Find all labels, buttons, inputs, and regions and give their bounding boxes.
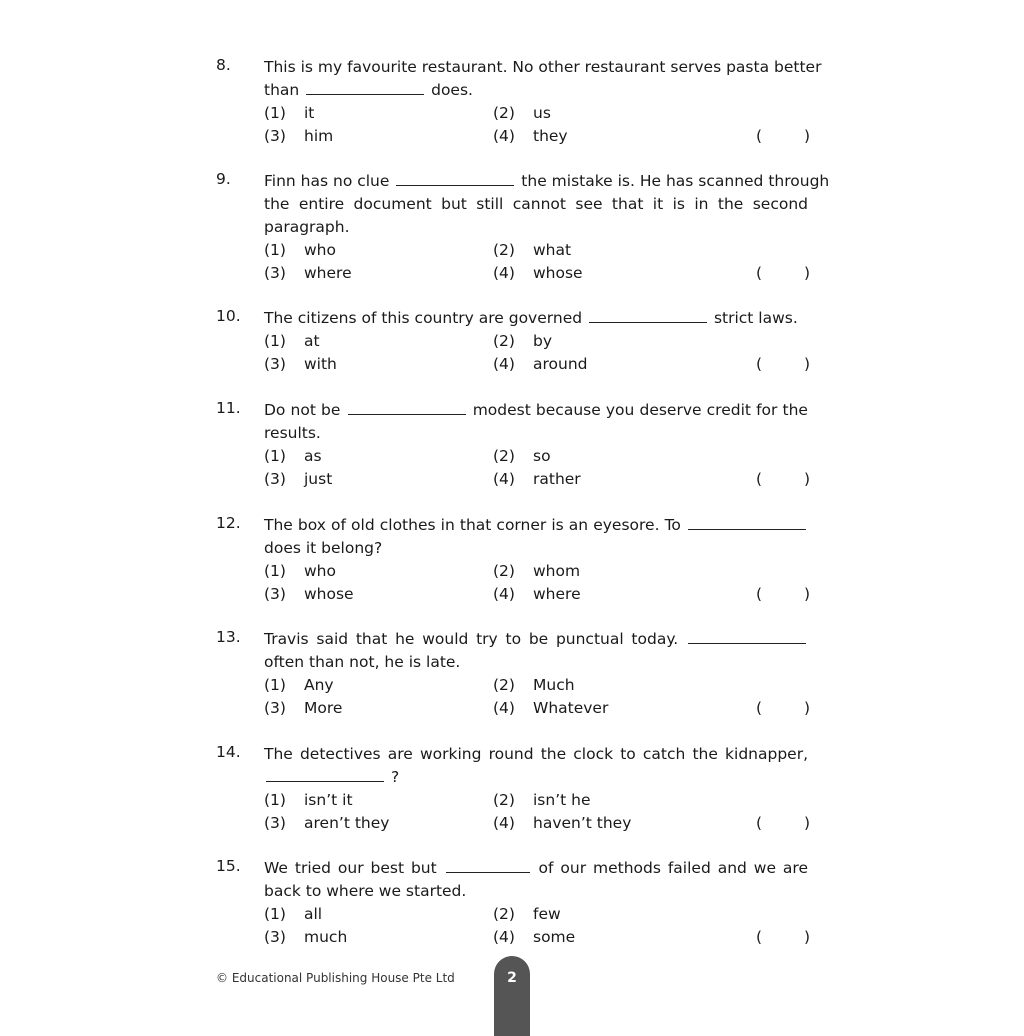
option-3 [264,583,354,606]
option-number: (4) [493,355,515,373]
option-2 [493,560,580,583]
option-text: around [533,355,588,373]
option-number: (3) [264,928,286,946]
option-text: who [304,241,336,259]
option-number: (2) [493,332,515,350]
question-text-line [264,307,808,330]
answer-blank [306,80,424,95]
answer-bracket[interactable] [756,353,810,376]
question-text: the mistake is. He has scanned through [521,172,830,190]
option-text: with [304,355,337,373]
answer-bracket[interactable] [756,468,810,491]
option-text: as [304,447,322,465]
option-number: (2) [493,676,515,694]
question-text: The citizens of this country are governed [264,309,583,327]
option-text: it [304,104,315,122]
option-text: just [304,470,333,488]
answer-blank [396,171,514,186]
question-text: paragraph. [264,218,350,236]
option-text: who [304,562,336,580]
question-text-line [264,743,808,766]
question-text-line [264,628,808,651]
option-number: (4) [493,470,515,488]
question-text: The detectives are working round the clock to catch the kidnapper, [264,745,808,763]
option-text: isn’t it [304,791,353,809]
question-text-line [264,651,808,674]
question-text-line [264,56,822,79]
option-4 [493,812,631,835]
option-text: much [304,928,348,946]
bracket-open: ( [756,470,763,488]
bracket-close: ) [803,264,810,282]
option-text: whom [533,562,581,580]
option-3 [264,353,337,376]
option-text: haven’t they [533,814,632,832]
question-text-line [264,857,808,880]
question-text-line [264,216,808,239]
option-text: Much [533,676,575,694]
answer-blank [589,308,707,323]
option-number: (3) [264,470,286,488]
option-text: More [304,699,343,717]
option-4 [493,583,581,606]
question-text: the entire document but still cannot see that it is in the second [264,195,808,213]
option-text: what [533,241,572,259]
option-text: isn’t he [533,791,591,809]
option-3 [264,926,347,949]
question-text: of our methods failed and we are [538,859,808,877]
question-text: ? [390,768,400,786]
option-number: (3) [264,127,286,145]
answer-blank [348,400,466,415]
option-1 [264,903,322,926]
option-number: (3) [264,699,286,717]
option-2 [493,445,551,468]
question-text: The box of old clothes in that corner is an eyesore. To [264,516,681,534]
option-number: (1) [264,791,286,809]
question-number: 13. [216,628,241,646]
question-text: We tried our best but [264,859,437,877]
option-2 [493,903,561,926]
option-text: at [304,332,320,350]
option-number: (1) [264,562,286,580]
question-text-line [264,537,808,560]
option-4 [493,468,581,491]
option-number: (2) [493,562,515,580]
bracket-open: ( [756,585,763,603]
option-1 [264,239,336,262]
option-1 [264,330,320,353]
option-text: all [304,905,323,923]
option-number: (1) [264,447,286,465]
question-number: 12. [216,514,241,532]
option-number: (4) [493,814,515,832]
option-number: (2) [493,447,515,465]
option-text: some [533,928,576,946]
option-1 [264,674,334,697]
option-number: (4) [493,127,515,145]
question-text: modest because you deserve credit for the [472,401,808,419]
answer-blank [688,629,806,644]
option-text: us [533,104,551,122]
question-text-line [264,193,808,216]
option-number: (1) [264,332,286,350]
answer-bracket[interactable] [756,697,810,720]
option-number: (2) [493,791,515,809]
option-number: (2) [493,905,515,923]
option-2 [493,330,552,353]
option-2 [493,674,575,697]
copyright-text: © Educational Publishing House Pte Ltd [216,971,455,985]
option-1 [264,102,314,125]
page-number-tab [494,956,530,1036]
question-text-line [264,514,808,537]
option-number: (2) [493,104,515,122]
bracket-close: ) [803,814,810,832]
bracket-close: ) [803,928,810,946]
option-number: (4) [493,585,515,603]
option-4 [493,262,583,285]
bracket-close: ) [803,699,810,717]
question-text: than [264,81,300,99]
option-number: (3) [264,264,286,282]
option-number: (1) [264,905,286,923]
question-number: 11. [216,399,241,417]
option-number: (4) [493,264,515,282]
option-number: (3) [264,355,286,373]
bracket-open: ( [756,928,763,946]
question-text: often than not, he is late. [264,653,461,671]
option-2 [493,789,591,812]
question-number: 10. [216,307,241,325]
option-2 [493,239,571,262]
option-text: him [304,127,334,145]
option-text: whose [533,264,583,282]
question-number: 14. [216,743,241,761]
question-text: does. [431,81,473,99]
option-text: so [533,447,551,465]
option-3 [264,812,389,835]
option-1 [264,789,353,812]
option-text: Any [304,676,334,694]
option-number: (3) [264,585,286,603]
option-number: (1) [264,241,286,259]
question-text-line [264,880,808,903]
option-4 [493,697,608,720]
bracket-open: ( [756,355,763,373]
option-text: rather [533,470,581,488]
question-text-line [264,399,808,422]
option-3 [264,262,352,285]
option-1 [264,560,336,583]
question-text: results. [264,424,321,442]
question-number: 9. [216,170,231,188]
option-text: Whatever [533,699,609,717]
question-text: back to where we started. [264,882,467,900]
bracket-close: ) [803,585,810,603]
question-text: This is my favourite restaurant. No other restaurant serves pasta better [264,58,822,76]
question-number: 15. [216,857,241,875]
answer-bracket[interactable] [756,926,810,949]
option-text: aren’t they [304,814,390,832]
option-text: whose [304,585,354,603]
option-3 [264,697,342,720]
bracket-close: ) [803,470,810,488]
bracket-close: ) [803,355,810,373]
answer-bracket[interactable] [756,812,810,835]
option-2 [493,102,551,125]
bracket-open: ( [756,699,763,717]
bracket-open: ( [756,264,763,282]
question-text: Do not be [264,401,341,419]
question-text-line [264,422,808,445]
option-number: (4) [493,699,515,717]
answer-bracket[interactable] [756,125,810,148]
option-text: where [304,264,352,282]
page-number: 2 [507,970,517,986]
option-3 [264,125,333,148]
option-number: (2) [493,241,515,259]
bracket-open: ( [756,814,763,832]
option-number: (4) [493,928,515,946]
option-4 [493,125,568,148]
question-text: Finn has no clue [264,172,390,190]
option-text: by [533,332,553,350]
option-4 [493,926,575,949]
option-text: where [533,585,581,603]
answer-blank [266,767,384,782]
option-1 [264,445,322,468]
option-number: (3) [264,814,286,832]
answer-bracket[interactable] [756,583,810,606]
bracket-open: ( [756,127,763,145]
option-3 [264,468,332,491]
answer-blank [446,858,530,873]
question-text: strict laws. [713,309,798,327]
option-text: few [533,905,561,923]
question-number: 8. [216,56,231,74]
option-number: (1) [264,104,286,122]
option-text: they [533,127,568,145]
answer-blank [688,515,806,530]
question-text: does it belong? [264,539,383,557]
answer-bracket[interactable] [756,262,810,285]
question-text-line [264,766,808,789]
question-text-line [264,79,808,102]
option-4 [493,353,588,376]
bracket-close: ) [803,127,810,145]
question-text-line [264,170,830,193]
option-number: (1) [264,676,286,694]
question-text: Travis said that he would try to be punctual today. [264,630,679,648]
